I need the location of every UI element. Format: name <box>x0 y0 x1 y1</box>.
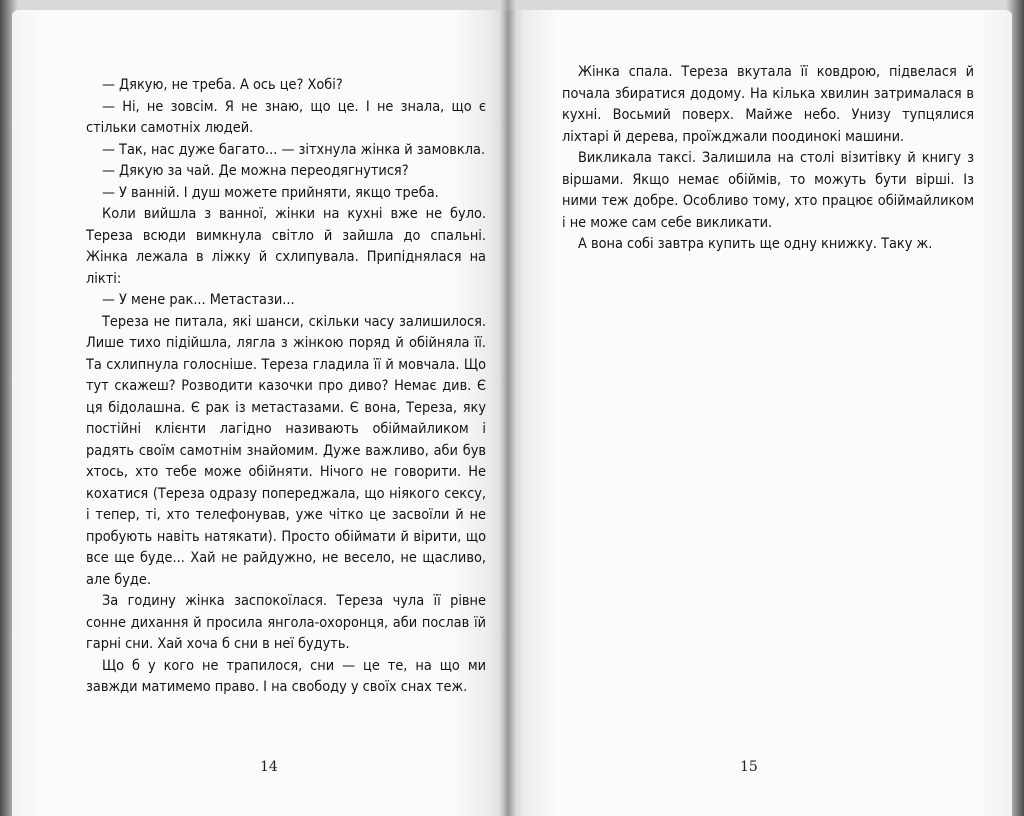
paragraph: — Так, нас дуже багато... — зітхнула жінка й замовкла. <box>102 141 486 158</box>
book-spine-shadow <box>500 0 516 816</box>
paragraph: — Ні, не зовсім. Я не знаю, що це. І не знала, що є стільки самотніх людей. <box>86 98 486 136</box>
page-number-left: 14 <box>260 759 278 775</box>
paragraph: — У мене рак... Метастази... <box>102 292 295 308</box>
paragraph: Що б у кого не трапилося, сни — це те, на що ми завжди матимемо право. І на свободу у своїх снах теж. <box>86 657 486 695</box>
page-number-right: 15 <box>740 759 758 775</box>
paragraph: Жінка спала. Тереза вкутала її ковдрою, підвелася й почала збиратися додому. На кілька хвилин затрималася в кухні. Восьмий поверх. Майже небо. Унизу тупцялися ліхтарі й дерева, проїжджали поодинокі машини. <box>562 64 974 145</box>
left-page-text <box>86 75 486 699</box>
paragraph: — У ванній. І душ можете прийняти, якщо треба. <box>102 184 439 201</box>
paragraph: Тереза не питала, які шанси, скільки часу залишилося. Лише тихо підійшла, лягла з жінкою поряд й обійняла її. Та схлипнула голосніше. Тереза гладила її й мовчала. Що тут скажеш? Розводити казочки про диво? Немає див. Є ця бідолашна. Є рак із метастазами. Є вона, Тереза, яку постійні клієнти лагідно називають обіймайликом і радять своїм самотнім знайомим. Дуже важливо, аби був хтось, хто тебе може обійняти. Нічого не говорити. Не кохатися (Тереза одразу попереджала, що ніякого сексу, і тепер, ті, хто телефонував, уже чітко це засвоїли й не пробують навіть натякати). Просто обіймати й вірити, що все ще буде... Хай не райдужно, не весело, не щасливо, але буде. <box>86 313 486 588</box>
paragraph: — Дякую за чай. Де можна переодягнутися? <box>102 163 409 179</box>
right-page <box>508 10 1012 816</box>
paragraph: — Дякую, не треба. А ось це? Хобі? <box>102 77 343 93</box>
paragraph: Викликала таксі. Залишила на столі візитівку й книгу з віршами. Якщо немає обіймів, то можуть бути вірші. Із ними теж добре. Особливо тому, хто працює обіймайликом і не може сам себе викликати. <box>562 150 974 231</box>
paragraph: А вона собі завтра купить ще одну книжку. Таку ж. <box>578 236 933 252</box>
paragraph: За годину жінка заспокоїлася. Тереза чула її рівне сонне дихання й просила янгола-охоронця, аби послав їй гарні сни. Хай хоча б сни в неї будуть. <box>86 593 486 652</box>
paragraph: Коли вийшла з ванної, жінки на кухні вже не було. Тереза всюди вимкнула світло й зайшла до спальні. Жінка лежала в ліжку й схлипувала. Припіднялася на лікті: <box>86 206 486 287</box>
right-page-text <box>562 62 974 256</box>
left-page <box>12 10 508 816</box>
